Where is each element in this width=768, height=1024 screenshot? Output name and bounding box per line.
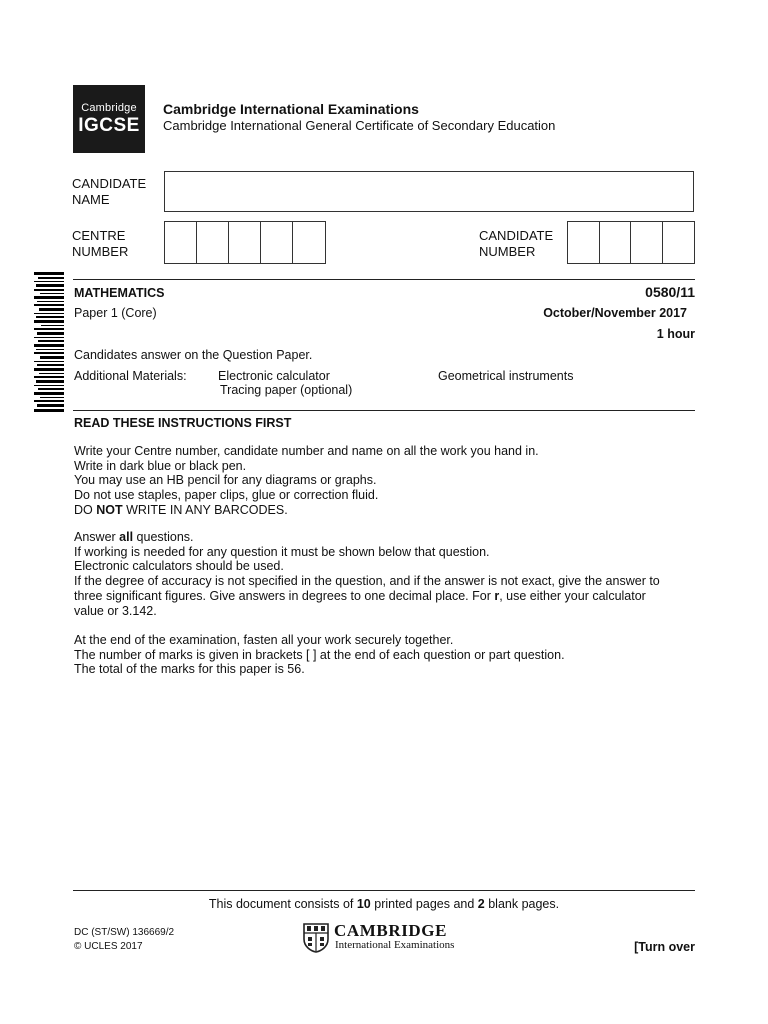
divider (73, 410, 695, 411)
cambridge-brand-name: CAMBRIDGE (334, 921, 448, 940)
instructions-block-2 (74, 530, 694, 618)
instruction-line: If working is needed for any question it must be shown below that question. (74, 544, 490, 559)
instructions-heading: READ THESE INSTRUCTIONS FIRST (74, 416, 292, 430)
page-count-text: blank pages. (484, 897, 560, 911)
barcode (34, 272, 64, 412)
exam-session: October/November 2017 (543, 306, 687, 320)
document-reference: DC (ST/SW) 136669/2 (74, 927, 175, 938)
instruction-text: DO (74, 502, 97, 517)
instruction-line: Write in dark blue or black pen. (74, 458, 247, 473)
candidate-number-cell[interactable] (600, 222, 632, 263)
page-count-text: This document consists of (208, 897, 357, 911)
instruction-line: The total of the marks for this paper is 56. (74, 662, 305, 677)
instruction-line-sigfigs (74, 589, 694, 604)
instruction-line: You may use an HB pencil for any diagrams or graphs. (74, 473, 377, 488)
centre-number-label-line2: NUMBER (72, 244, 129, 259)
instruction-line: Do not use staples, paper clips, glue or correction fluid. (74, 488, 379, 503)
cambridge-crest-icon (303, 923, 329, 953)
candidate-number-label-line2: NUMBER (479, 244, 536, 259)
material-geometrical-instruments: Geometrical instruments (438, 369, 574, 383)
page-count-note (0, 897, 768, 911)
instruction-text: , use either your calculator (499, 588, 646, 603)
turn-over-note: [Turn over (634, 940, 695, 954)
cambridge-brand-subtitle: International Examinations (335, 939, 455, 951)
instruction-line: Write your Centre number, candidate number and name on all the work you hand in. (74, 444, 539, 458)
page-count-text: printed pages and (370, 897, 478, 911)
instruction-line: The number of marks is given in brackets [ ] at the end of each question or part question. (74, 647, 565, 662)
instruction-emphasis: all (119, 530, 134, 544)
logo-cambridge-text: Cambridge (81, 101, 137, 114)
candidate-number-label-line1: CANDIDATE (479, 228, 554, 243)
blank-page-count: 2 (477, 897, 485, 911)
exam-board-subtitle: Cambridge International General Certificate of Secondary Education (163, 118, 556, 133)
igcse-logo (73, 85, 145, 153)
instruction-line: At the end of the examination, fasten all your work securely together. (74, 633, 454, 647)
exam-duration: 1 hour (656, 327, 695, 341)
instruction-line: value or 3.142. (74, 603, 157, 618)
centre-number-cell[interactable] (197, 222, 229, 263)
candidate-name-label-line2: NAME (72, 192, 110, 207)
printed-page-count: 10 (356, 897, 371, 911)
candidate-number-label (479, 228, 553, 260)
copyright-notice: © UCLES 2017 (74, 941, 143, 952)
candidate-number-cell[interactable] (631, 222, 663, 263)
instruction-text: Answer (74, 530, 120, 544)
centre-number-field[interactable] (164, 221, 326, 264)
centre-number-cell[interactable] (165, 222, 197, 263)
centre-number-label (72, 228, 128, 260)
footer-divider (73, 890, 695, 891)
material-calculator: Electronic calculator (218, 369, 330, 383)
instruction-line-answer-all (74, 530, 694, 545)
instructions-block-1 (74, 444, 694, 518)
candidate-number-cell[interactable] (568, 222, 600, 263)
centre-number-label-line1: CENTRE (72, 228, 126, 243)
candidate-name-label-line1: CANDIDATE (72, 176, 147, 191)
material-tracing-paper: Tracing paper (optional) (220, 383, 353, 397)
paper-name: Paper 1 (Core) (74, 306, 157, 320)
instruction-line: Electronic calculators should be used. (74, 559, 284, 574)
instructions-block-3 (74, 633, 694, 677)
additional-materials-label: Additional Materials: (74, 369, 187, 383)
divider (73, 279, 695, 280)
logo-igcse-text: IGCSE (78, 114, 140, 136)
instruction-line-barcodes (74, 503, 694, 518)
candidate-number-field[interactable] (567, 221, 695, 264)
centre-number-cell[interactable] (261, 222, 293, 263)
instruction-text: questions. (133, 530, 194, 544)
candidate-number-cell[interactable] (663, 222, 694, 263)
candidate-name-field[interactable] (164, 171, 694, 212)
instruction-text: WRITE IN ANY BARCODES. (122, 502, 288, 517)
centre-number-cell[interactable] (229, 222, 261, 263)
instruction-line: If the degree of accuracy is not specified in the question, and if the answer is not exact, give the answer to (74, 574, 660, 589)
instruction-emphasis: NOT (96, 502, 123, 517)
instruction-emphasis: r (494, 588, 500, 603)
centre-number-cell[interactable] (293, 222, 325, 263)
instruction-text: three significant figures. Give answers in degrees to one decimal place. For (74, 588, 495, 603)
exam-board-title: Cambridge International Examinations (163, 101, 419, 117)
subject-title: MATHEMATICS (74, 286, 165, 300)
answer-on-paper-note: Candidates answer on the Question Paper. (74, 348, 313, 362)
paper-code: 0580/11 (645, 284, 695, 300)
candidate-name-label (72, 176, 146, 208)
